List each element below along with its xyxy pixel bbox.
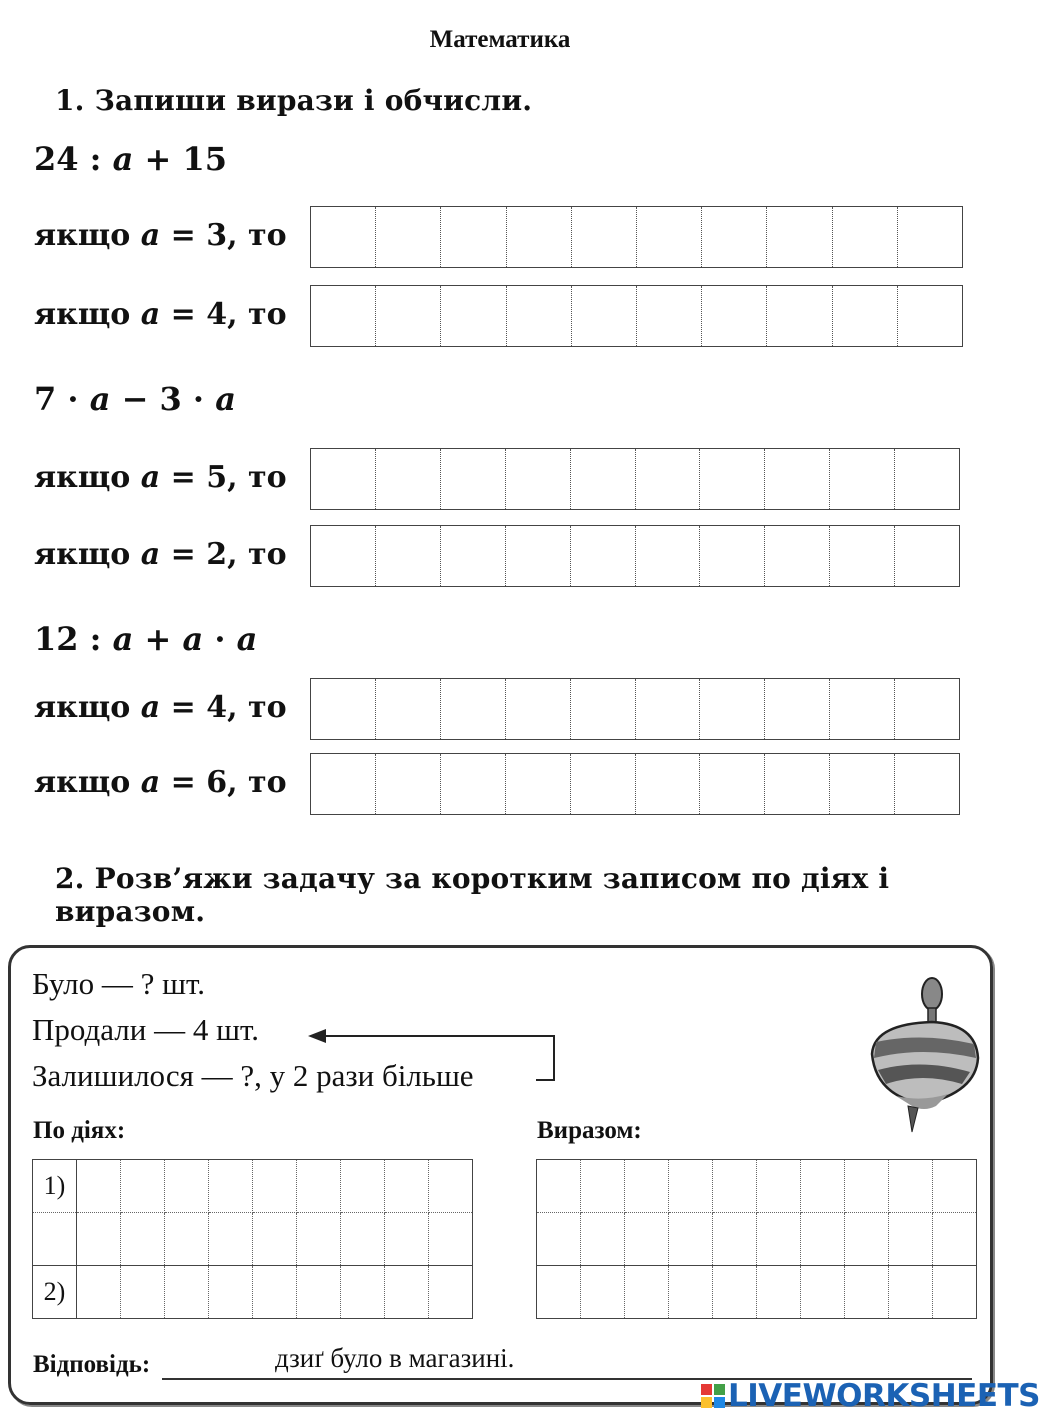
expression-part: a <box>112 620 134 658</box>
grid-cell[interactable] <box>385 1213 429 1266</box>
grid-cell[interactable] <box>77 1266 121 1319</box>
short-record-line1: Було — ? шт. <box>32 966 205 1001</box>
answer-cell[interactable] <box>506 449 571 509</box>
grid-cell[interactable] <box>77 1160 121 1213</box>
answer-cell[interactable] <box>441 286 506 346</box>
condition-label <box>34 537 287 572</box>
expression-part: + 15 <box>133 140 227 178</box>
condition-label <box>34 690 287 725</box>
grid-cell[interactable] <box>801 1213 845 1266</box>
expression-part: a <box>215 380 236 418</box>
expression-2 <box>34 380 236 418</box>
answer-cell[interactable] <box>441 449 506 509</box>
grid-cell[interactable] <box>845 1160 889 1213</box>
condition-suffix: = 4, то <box>160 690 287 725</box>
answer-cell[interactable] <box>376 207 441 267</box>
condition-suffix: = 2, то <box>160 537 287 572</box>
answer-cell[interactable] <box>830 526 895 586</box>
answer-cell[interactable] <box>767 286 832 346</box>
grid-cell[interactable] <box>933 1160 977 1213</box>
answer-cell[interactable] <box>637 286 702 346</box>
grid-cell[interactable] <box>713 1160 757 1213</box>
grid-cell[interactable] <box>581 1213 625 1266</box>
grid-cell[interactable] <box>385 1266 429 1319</box>
expression-part: 7 · <box>34 380 90 418</box>
grid-cell[interactable] <box>253 1160 297 1213</box>
condition-suffix: = 3, то <box>160 218 287 253</box>
answer-cell[interactable] <box>833 207 898 267</box>
condition-variable: a <box>140 690 161 725</box>
answer-cell[interactable] <box>895 679 959 739</box>
answer-cell[interactable] <box>572 286 637 346</box>
grid-cell[interactable] <box>801 1160 845 1213</box>
grid-cell[interactable] <box>121 1213 165 1266</box>
answer-cell[interactable] <box>636 449 701 509</box>
expression-part: a <box>112 140 134 178</box>
condition-variable: a <box>140 297 161 332</box>
answer-cell[interactable] <box>636 754 701 814</box>
grid-cell[interactable] <box>121 1266 165 1319</box>
grid-cell <box>33 1213 77 1266</box>
answer-cell[interactable] <box>376 754 441 814</box>
by-steps-grid <box>32 1159 473 1319</box>
grid-cell[interactable] <box>537 1160 581 1213</box>
watermark <box>700 1378 1040 1414</box>
answer-cell[interactable] <box>700 449 765 509</box>
answer-cell[interactable] <box>507 207 572 267</box>
answer-cell[interactable] <box>700 679 765 739</box>
answer-cell[interactable] <box>376 679 441 739</box>
answer-cell[interactable] <box>571 679 636 739</box>
answer-cell[interactable] <box>441 754 506 814</box>
answer-cell[interactable] <box>833 286 898 346</box>
comparison-arrow-icon <box>300 1018 570 1088</box>
expression-part: − 3 · <box>110 380 216 418</box>
grid-cell[interactable] <box>385 1160 429 1213</box>
grid-cell[interactable] <box>297 1160 341 1213</box>
expression-part: a <box>236 620 258 658</box>
grid-cell[interactable] <box>625 1160 669 1213</box>
grid-cell[interactable] <box>669 1266 713 1319</box>
answer-cell[interactable] <box>376 526 441 586</box>
task2-heading <box>55 862 1000 928</box>
grid-cell[interactable] <box>845 1266 889 1319</box>
answer-cell[interactable] <box>571 449 636 509</box>
answer-cell[interactable] <box>311 526 376 586</box>
expression-part: a <box>182 620 204 658</box>
grid-cell[interactable] <box>713 1266 757 1319</box>
grid-cell[interactable] <box>429 1160 473 1213</box>
answer-cell-row <box>310 206 963 268</box>
expression-part: 24 : <box>34 140 113 178</box>
answer-cell[interactable] <box>311 754 376 814</box>
answer-cell[interactable] <box>765 449 830 509</box>
answer-cell[interactable] <box>895 449 959 509</box>
grid-cell[interactable] <box>537 1213 581 1266</box>
answer-cell[interactable] <box>702 207 767 267</box>
by-steps-label: По діях: <box>33 1117 126 1144</box>
task1-heading-text: Запиши вирази і обчисли. <box>94 84 533 117</box>
answer-cell[interactable] <box>700 754 765 814</box>
answer-cell[interactable] <box>311 207 376 267</box>
answer-cell[interactable] <box>571 526 636 586</box>
answer-cell[interactable] <box>765 526 830 586</box>
answer-cell[interactable] <box>506 679 571 739</box>
answer-cell[interactable] <box>898 207 962 267</box>
short-record-line2: Продали — 4 шт. <box>32 1012 259 1047</box>
answer-label: Відповідь: <box>33 1351 151 1378</box>
condition-suffix: = 4, то <box>160 297 287 332</box>
condition-prefix: якщо <box>34 765 141 800</box>
step1-label: 1) <box>33 1160 77 1213</box>
answer-cell[interactable] <box>571 754 636 814</box>
answer-cell[interactable] <box>636 679 701 739</box>
condition-variable: a <box>140 537 161 572</box>
spinning-top-icon <box>852 972 982 1142</box>
grid-cell[interactable] <box>889 1160 933 1213</box>
expression-grid <box>536 1159 977 1319</box>
task2-number: 2. <box>55 862 85 895</box>
condition-prefix: якщо <box>34 460 141 495</box>
expression-part: + <box>133 620 183 658</box>
grid-cell[interactable] <box>209 1213 253 1266</box>
condition-variable: a <box>140 460 161 495</box>
expression-3 <box>34 620 257 658</box>
answer-cell[interactable] <box>506 754 571 814</box>
grid-cell[interactable] <box>933 1213 977 1266</box>
watermark-text: LIVEWORKSHEETS <box>728 1378 1040 1414</box>
grid-cell[interactable] <box>209 1160 253 1213</box>
answer-cell[interactable] <box>767 207 832 267</box>
grid-cell[interactable] <box>341 1160 385 1213</box>
grid-cell[interactable] <box>341 1266 385 1319</box>
answer-cell[interactable] <box>636 526 701 586</box>
condition-label <box>34 218 287 253</box>
grid-cell[interactable] <box>757 1213 801 1266</box>
grid-cell[interactable] <box>669 1213 713 1266</box>
grid-cell[interactable] <box>581 1266 625 1319</box>
answer-cell[interactable] <box>637 207 702 267</box>
condition-prefix: якщо <box>34 218 141 253</box>
grid-cell[interactable] <box>121 1160 165 1213</box>
answer-cell[interactable] <box>507 286 572 346</box>
step2-label: 2) <box>33 1266 77 1319</box>
short-record-line3: Залишилося — ?, у 2 рази більше <box>32 1058 474 1093</box>
grid-cell[interactable] <box>669 1160 713 1213</box>
answer-cell[interactable] <box>311 449 376 509</box>
answer-cell[interactable] <box>830 449 895 509</box>
condition-prefix: якщо <box>34 690 141 725</box>
grid-cell[interactable] <box>933 1266 977 1319</box>
grid-cell[interactable] <box>429 1213 473 1266</box>
answer-text: дзиґ було в магазині. <box>275 1343 515 1373</box>
condition-label <box>34 765 287 800</box>
grid-cell[interactable] <box>845 1213 889 1266</box>
grid-cell[interactable] <box>165 1160 209 1213</box>
grid-cell[interactable] <box>889 1213 933 1266</box>
grid-cell[interactable] <box>77 1213 121 1266</box>
grid-cell[interactable] <box>341 1213 385 1266</box>
grid-cell[interactable] <box>889 1266 933 1319</box>
condition-variable: a <box>140 218 161 253</box>
condition-suffix: = 5, то <box>160 460 287 495</box>
answer-cell-row <box>310 678 960 740</box>
answer-cell-row <box>310 525 960 587</box>
answer-cell[interactable] <box>700 526 765 586</box>
grid-cell[interactable] <box>581 1160 625 1213</box>
expression-part: · <box>203 620 237 658</box>
answer-cell[interactable] <box>572 207 637 267</box>
answer-cell[interactable] <box>441 207 506 267</box>
expression-label: Виразом: <box>537 1117 642 1144</box>
grid-cell[interactable] <box>757 1266 801 1319</box>
grid-cell[interactable] <box>757 1160 801 1213</box>
answer-cell[interactable] <box>376 286 441 346</box>
expression-part: a <box>89 380 111 418</box>
grid-cell[interactable] <box>537 1266 581 1319</box>
expression-1 <box>34 140 227 178</box>
answer-cell-row <box>310 448 960 510</box>
grid-cell[interactable] <box>209 1266 253 1319</box>
page-title: Математика <box>429 26 571 53</box>
answer-cell[interactable] <box>898 286 962 346</box>
grid-cell[interactable] <box>429 1266 473 1319</box>
grid-cell[interactable] <box>253 1266 297 1319</box>
answer-cell[interactable] <box>830 679 895 739</box>
grid-cell[interactable] <box>297 1213 341 1266</box>
answer-cell[interactable] <box>765 754 830 814</box>
answer-cell[interactable] <box>506 526 571 586</box>
grid-cell[interactable] <box>253 1213 297 1266</box>
liveworksheets-logo-icon <box>700 1383 726 1409</box>
grid-cell[interactable] <box>801 1266 845 1319</box>
condition-label <box>34 297 287 332</box>
answer-cell-row <box>310 753 960 815</box>
answer-blank[interactable] <box>162 1378 272 1380</box>
task2-heading-text: Розв’яжи задачу за коротким записом по діях і виразом. <box>55 862 890 928</box>
condition-variable: a <box>140 765 161 800</box>
answer-cell[interactable] <box>441 526 506 586</box>
condition-label <box>34 460 287 495</box>
condition-suffix: = 6, то <box>160 765 287 800</box>
answer-cell[interactable] <box>311 679 376 739</box>
expression-part: 12 : <box>34 620 113 658</box>
answer-cell[interactable] <box>830 754 895 814</box>
answer-cell[interactable] <box>895 754 959 814</box>
answer-cell-row <box>310 285 963 347</box>
grid-cell[interactable] <box>625 1266 669 1319</box>
grid-cell[interactable] <box>297 1266 341 1319</box>
condition-prefix: якщо <box>34 537 141 572</box>
answer-cell[interactable] <box>765 679 830 739</box>
task1-number: 1. <box>55 84 85 117</box>
answer-cell[interactable] <box>311 286 376 346</box>
answer-cell[interactable] <box>895 526 959 586</box>
condition-prefix: якщо <box>34 297 141 332</box>
grid-cell[interactable] <box>713 1213 757 1266</box>
answer-cell[interactable] <box>441 679 506 739</box>
answer-cell[interactable] <box>702 286 767 346</box>
task1-heading <box>55 84 532 117</box>
answer-cell[interactable] <box>376 449 441 509</box>
grid-cell[interactable] <box>625 1213 669 1266</box>
grid-cell[interactable] <box>165 1266 209 1319</box>
grid-cell[interactable] <box>165 1213 209 1266</box>
